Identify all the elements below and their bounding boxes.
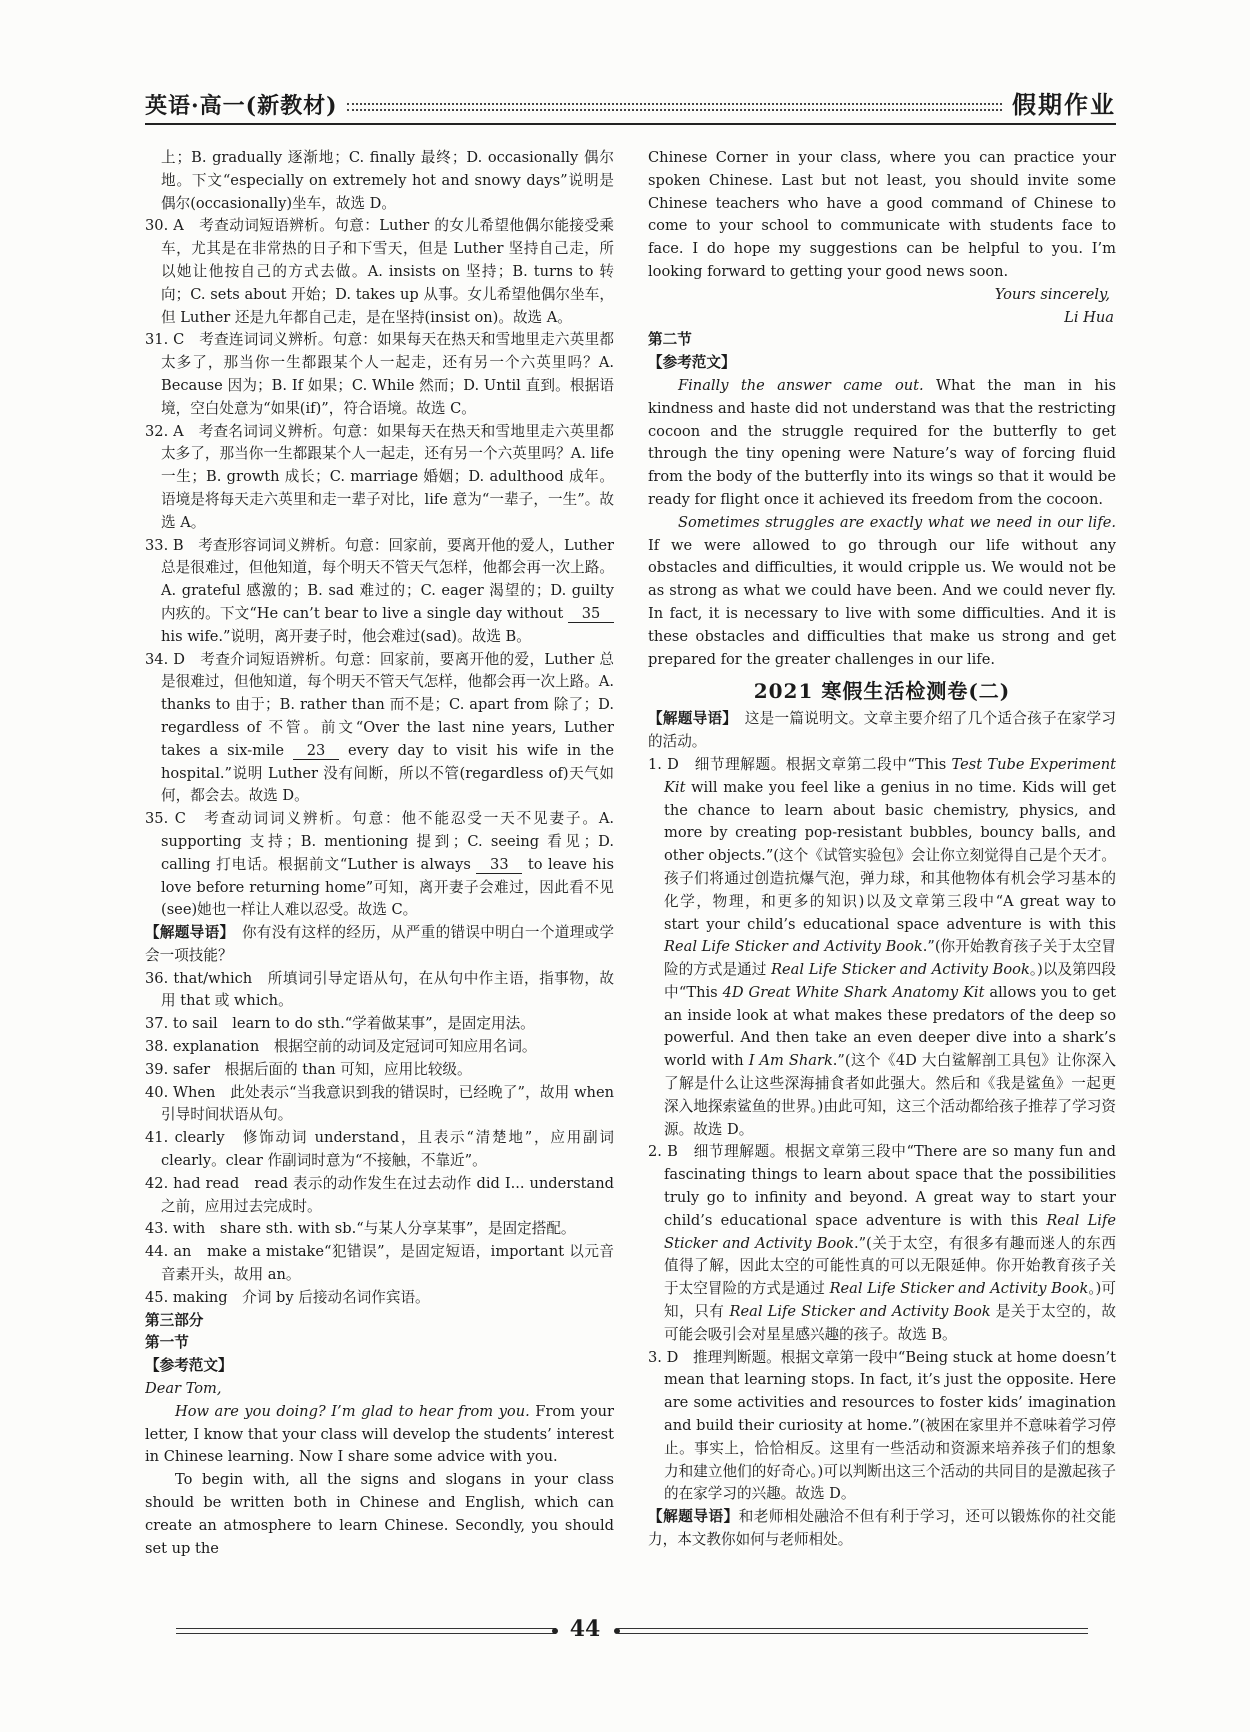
- essay-opening-sentence: Finally the answer came out.: [678, 376, 924, 394]
- header-rule: [145, 123, 1116, 125]
- answer-item-2: [648, 1141, 1116, 1346]
- letter-continuation: Chinese Corner in your class, where you can practice your spoken Chinese. Last but not least, you should invite some Chinese teachers who have a good command of Chinese to come to your school to communicate with students face to face. I do hope my suggestions can be helpful to you. I’m looking forward to getting your good news soon.: [648, 149, 1116, 280]
- answer-continuation: 上；B. gradually 逐渐地；C. finally 最终；D. occasionally 偶尔地。下文“especially on extremely hot and snowy days”说明是偶尔(occasionally)坐车，故选 D。: [161, 149, 614, 212]
- book-title-italic: 4D Great White Shark Anatomy Kit: [722, 983, 985, 1001]
- answer-item-38: 38. explanation 根据空前的动词及定冠词可知应用名词。: [145, 1038, 537, 1056]
- answer-item-30: 30. A 考查动词短语辨析。句意：Luther 的女儿希望他偶尔能接受乘车，尤其是在非常热的日子和下雪天，但是 Luther 坚持自己走，所以她让他按自己的方式去做。A. insists on 坚持；B. turns to 转向；C. sets about 开始；D. takes up 从事。女儿希望他偶尔坐车，但 Luther 还是九年都自己走，是在坚持(insist on)。故选 A。: [145, 217, 614, 326]
- book-title-italic: I Am Shark: [748, 1052, 833, 1070]
- answer-text: 35. C 考查动词词义辨析。句意：他不能忍受一天不见妻子。A. supporting 支持；B. mentioning 提到；C. seeing 看见；D. calling 打电话。根据前文“Luther is always: [145, 810, 614, 873]
- essay-paragraph: [648, 375, 1116, 512]
- answer-text: 2. B 细节理解题。根据文章第三段中“There are so many fun and fascinating things to learn about space that the possibilities truly go to infinity and beyond. A great way to start your child’s educational space adventure is with this: [648, 1143, 1116, 1229]
- essay-opening-sentence: Sometimes struggles are exactly what we need in our life.: [678, 513, 1116, 531]
- answer-text: to leave his love before returning home”可知，离开妻子会难过，因此看不见(see)她也一样让人难以忍受。故选 C。: [161, 855, 614, 919]
- guide-note: [648, 1506, 1116, 1552]
- letter-paragraph: [145, 1401, 614, 1469]
- guide-label: 【解题导语】: [648, 1508, 739, 1526]
- answer-item-1: [648, 754, 1116, 1142]
- answer-item-40: 40. When 此处表示“当我意识到我的错误时，已经晚了”，故用 when 引导时间状语从句。: [145, 1083, 614, 1124]
- blank-number: 23: [293, 742, 339, 760]
- answer-text: his wife.”说明，离开妻子时，他会难过(sad)。故选 B。: [161, 627, 531, 645]
- answer-item-3: 3. D 推理判断题。根据文章第一段中“Being stuck at home doesn’t mean that learning stops. In fact, it’s just the opposite. Here are some activities and resources to foster kids’ imagination and build their curiosity at home.”(被困在家里并不意味着学习停止。事实上，恰恰相反。这里有一些活动和资源来培养孩子们的想象力和建立他们的好奇心。)可以判断出这三个活动的共同目的是激起孩子的在家学习的兴趣。故选 D。: [648, 1348, 1116, 1503]
- footer-dot-left: [552, 1628, 558, 1634]
- essay-text: If we were allowed to go through our life without any obstacles and difficulties, it would cripple us. We would not be as strong as what we could have been. And we could never fly. In fact, it is necessary to live with some difficulties. And it is these obstacles and difficulties that make us strong and get prepared for the greater challenges in our life.: [648, 536, 1116, 668]
- book-title-italic: Real Life Sticker and Activity Book: [771, 961, 1030, 979]
- right-column: [648, 147, 1116, 1607]
- left-column: [145, 147, 614, 1607]
- book-title: 英语·高一(新教材): [145, 93, 338, 119]
- book-title-italic: Real Life Sticker and Activity Book: [729, 1303, 991, 1321]
- essay-text: What the man in his kindness and haste did not understand was that the restricting cocoon and the struggle required for the butterfly to get through the tiny opening were Nature’s way of forcing fluid from the body of the butterfly into its wings so that it would be ready for flight once it achieved its freedom from the cocoon.: [648, 376, 1116, 508]
- guide-note: [145, 922, 614, 968]
- answer-item-34: [145, 649, 614, 809]
- answer-item-35: [145, 808, 614, 922]
- letter-closing: Yours sincerely,: [994, 285, 1110, 303]
- guide-label: 【解题导语】: [648, 710, 730, 728]
- guide-text: 你有没有这样的经历，从严重的错误中明白一个道理或学会一项技能？: [145, 924, 614, 964]
- guide-text: 这是一篇说明文。文章主要介绍了几个适合孩子在家学习的活动。: [648, 710, 1116, 751]
- page-number: 44: [569, 1616, 601, 1642]
- model-label: 【参考范文】: [145, 1357, 233, 1375]
- answer-item-33: [145, 535, 614, 649]
- answer-text: .”(你开始教育孩子关于太空冒险的方式是通过: [664, 938, 1116, 979]
- answer-text: 。)可知，只有: [664, 1280, 1116, 1321]
- answer-item-45: 45. making 介词 by 后接动名词作宾语。: [145, 1288, 430, 1306]
- answer-item-36: 36. that/which 所填词引导定语从句，在从句中作主语，指事物，故用 that 或 which。: [145, 969, 614, 1010]
- guide-note: [648, 708, 1116, 754]
- letter-greeting: How are you doing? I’m glad to hear from you.: [175, 1402, 530, 1420]
- answer-text: will make you feel like a genius in no time. Kids will get the chance to learn about basic chemistry, physics, and more by creating pop-resistant bubbles, bouncy balls, and other objects.”(这个《试管实验包》会让你立刻觉得自己是个天才。孩子们将通过创造抗爆气泡，弹力球，和其他物体有机会学习基本的化学，物理，和更多的知识)以及文章第三段中“A great way to start your child’s educational space adventure is with this: [664, 778, 1116, 933]
- letter-signature: Li Hua: [1064, 308, 1114, 326]
- answer-text: every day to visit his wife in the hospital.”说明 Luther 没有间断，所以不管(regardless of)天气如何，都会去。故选 D。: [161, 741, 614, 805]
- answer-text: allows you to get an inside look at what makes these predators of the deep so powerful. And then take an even deeper dive into a shark’s world with: [664, 983, 1116, 1070]
- model-label: 【参考范文】: [648, 354, 736, 372]
- guide-text: 和老师相处融洽不但有利于学习，还可以锻炼你的社交能力，本文教你如何与老师相处。: [648, 1508, 1116, 1549]
- letter-paragraph: To begin with, all the signs and slogans in your class should be written both in Chinese and English, which can create an atmosphere to learn Chinese. Secondly, you should set up the: [145, 1471, 614, 1557]
- answer-text: .”(关于太空，有很多有趣而迷人的东西值得了解，因此太空的可能性真的可以无限延伸。你开始教育孩子关于太空冒险的方式是通过: [664, 1234, 1116, 1298]
- series-title: 假期作业: [1012, 90, 1116, 119]
- book-title-italic: Real Life Sticker and Activity Book: [829, 1280, 1089, 1298]
- answer-text: .”(这个《4D 大白鲨解剖工具包》让你深入了解是什么让这些深海捕食者如此强大。然后和《我是鲨鱼》一起更深入地探索鲨鱼的世界。)由此可知，这三个活动都给孩子推荐了学习资源。故选 D。: [664, 1052, 1116, 1138]
- answer-item-41: 41. clearly 修饰动词 understand，且表示“清楚地”，应用副词 clearly。clear 作副词时意为“不接触，不靠近”。: [145, 1129, 614, 1170]
- answer-item-39: 39. safer 根据后面的 than 可知，应用比较级。: [145, 1060, 472, 1078]
- footer-rule-left-bottom: [176, 1633, 556, 1634]
- section-heading: 第二节: [648, 331, 692, 349]
- book-title-italic: Real Life Sticker and Activity Book: [664, 938, 923, 956]
- answer-item-44: 44. an make a mistake“犯错误”，是固定短语，important 以元音音素开头，故用 an。: [145, 1243, 614, 1284]
- section-heading: 第一节: [145, 1334, 189, 1352]
- letter-salutation: Dear Tom,: [145, 1380, 222, 1398]
- essay-paragraph: [648, 512, 1116, 672]
- answer-text: 是关于太空的，故可能会吸引会对星星感兴趣的孩子。故选 B。: [664, 1303, 1116, 1343]
- answer-text: 34. D 考查介词短语辨析。句意：回家前，要离开他的爱，Luther 总是很难过，但他知道，每个明天不管天气怎样，他都会再一次上路。A. thanks to 由于；B. rather than 而不是；C. apart from 除了；D. regardless of 不管。前文“Over the last nine years, Luther takes a six-mile: [145, 650, 614, 759]
- book-title-italic: Real Life Sticker and Activity Book: [664, 1211, 1116, 1252]
- answer-item-42: 42. had read read 表示的动作发生在过去动作 did I... understand 之前，应用过去完成时。: [145, 1174, 614, 1215]
- test-title: 2021 寒假生活检测卷(二): [753, 679, 1011, 704]
- footer-rule-right-bottom: [618, 1633, 1088, 1634]
- header-dotted-rule: [347, 103, 1002, 111]
- answer-item-43: 43. with share sth. with sb.“与某人分享某事”，是固定搭配。: [145, 1220, 576, 1238]
- part-heading: 第三部分: [145, 1311, 204, 1329]
- guide-label: 【解题导语】: [145, 924, 228, 942]
- footer-rule-right-top: [618, 1628, 1088, 1629]
- footer-rule-left-top: [176, 1628, 556, 1629]
- blank-number: 33: [476, 856, 522, 874]
- letter-text: From your letter, I know that your class will develop the students’ interest in Chinese learning. Now I share some advice with you.: [145, 1402, 614, 1466]
- answer-item-31: 31. C 考查连词词义辨析。句意：如果每天在热天和雪地里走六英里都太多了，那当你一生都跟某个人一起走，还有另一个六英里吗？A. Because 因为；B. If 如果；C. While 然而；D. Until 直到。根据语境，空白处意为“如果(if)”，符合语境。故选 C。: [145, 331, 614, 417]
- blank-number: 35: [568, 605, 614, 623]
- answer-item-32: 32. A 考查名词词义辨析。句意：如果每天在热天和雪地里走六英里都太多了，那当你一生都跟某个人一起走，还有另一个六英里吗？A. life 一生；B. growth 成长；C. marriage 婚姻；D. adulthood 成年。语境是将每天走六英里和走一辈子对比，life 意为“一辈子，一生”。故选 A。: [145, 422, 614, 531]
- answer-item-37: 37. to sail learn to do sth.“学着做某事”，是固定用法。: [145, 1015, 535, 1033]
- book-title-italic: Test Tube Experiment Kit: [664, 755, 1116, 796]
- answer-text: 33. B 考查形容词词义辨析。句意：回家前，要离开他的爱人，Luther 总是很难过，但他知道，每个明天不管天气怎样，他都会再一次上路。A. grateful 感激的；B. sad 难过的；C. eager 渴望的；D. guilty 内疚的。下文“He can’t bear to live a single day without: [145, 536, 614, 622]
- running-header: [145, 84, 1116, 120]
- answer-text: 1. D 细节理解题。根据文章第二段中“This: [648, 755, 952, 773]
- answer-text: 。)以及第四段中“This: [664, 961, 1116, 1001]
